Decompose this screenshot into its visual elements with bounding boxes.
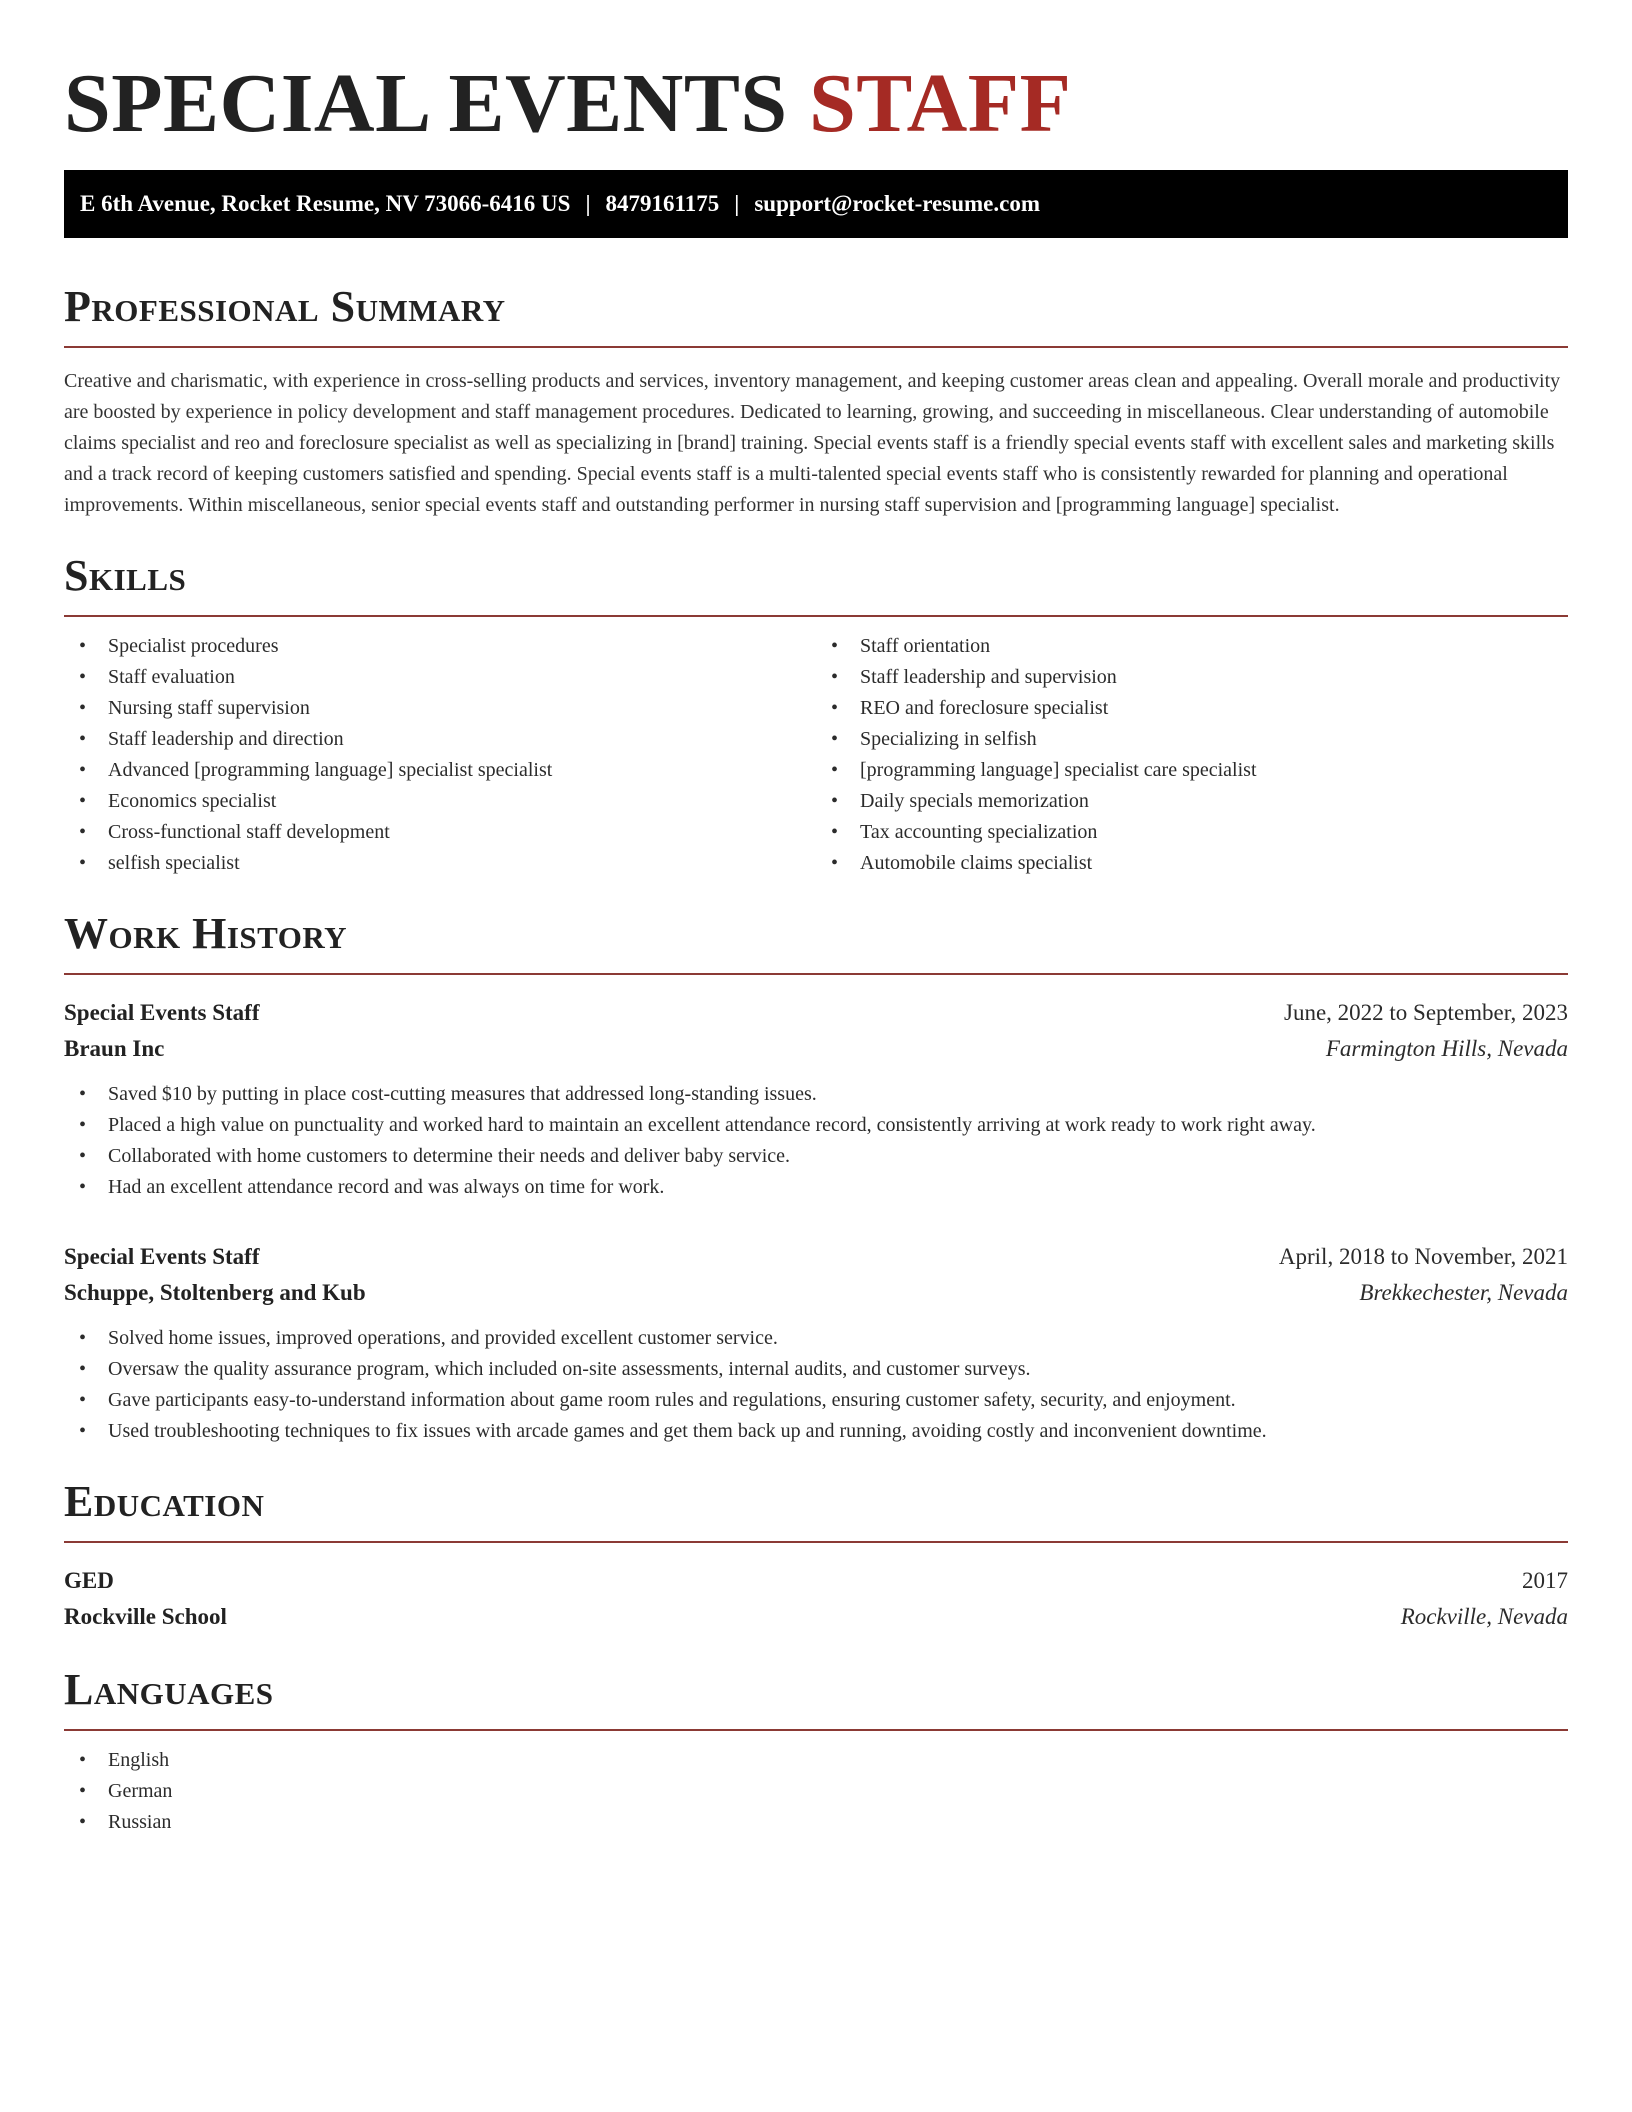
skill-item: • Staff evaluation bbox=[64, 662, 816, 693]
job-entry bbox=[64, 1239, 1568, 1447]
skills-list-right bbox=[816, 631, 1568, 879]
education-location: Rockville, Nevada bbox=[1400, 1604, 1568, 1629]
contact-separator: | bbox=[734, 191, 740, 216]
languages-list bbox=[64, 1745, 1568, 1838]
job-bullets bbox=[64, 1079, 1568, 1203]
education-degree-row bbox=[64, 1563, 1568, 1599]
skill-item: • REO and foreclosure specialist bbox=[816, 693, 1568, 724]
job-dates: April, 2018 to November, 2021 bbox=[1278, 1244, 1568, 1269]
job-bullet: • Collaborated with home customers to determine their needs and deliver baby service. bbox=[64, 1141, 1568, 1172]
education-entry bbox=[64, 1563, 1568, 1635]
language-item: • English bbox=[64, 1745, 1568, 1776]
job-location: Farmington Hills, Nevada bbox=[1325, 1036, 1568, 1061]
summary-text: Creative and charismatic, with experience in cross-selling products and services, inventory management, and keeping customer areas clean and appealing. Overall morale and productivity are boosted by experience in policy development and staff management procedures. Dedicated to learning, growing, and succeeding in miscellaneous. Clear understanding of automobile claims specialist and reo and foreclosure specialist as well as specializing in [brand] training. Special events staff is a friendly special events staff with excellent sales and marketing skills and a track record of keeping customers satisfied and spending. Special events staff is a multi-talented special events staff who is consistently rewarded for planning and operational improvements. Within miscellaneous, senior special events staff and outstanding performer in nursing staff supervision and [programming language] specialist. bbox=[64, 370, 1561, 516]
job-bullet: • Saved $10 by putting in place cost-cutting measures that addressed long-standing issues. bbox=[64, 1079, 1568, 1110]
skill-item: • Cross-functional staff development bbox=[64, 817, 816, 848]
skill-item: • Tax accounting specialization bbox=[816, 817, 1568, 848]
job-company-row bbox=[64, 1275, 1568, 1311]
summary-section bbox=[64, 282, 1568, 521]
skill-item: • Specialist procedures bbox=[64, 631, 816, 662]
summary-title: Professional Summary bbox=[64, 282, 506, 331]
language-item: • German bbox=[64, 1776, 1568, 1807]
job-position: Special Events Staff bbox=[64, 1000, 260, 1025]
language-item: • Russian bbox=[64, 1807, 1568, 1838]
contact-address: E 6th Avenue, Rocket Resume, NV 73066-6416 US bbox=[80, 191, 571, 216]
skills-list-left bbox=[64, 631, 816, 879]
job-bullet: • Had an excellent attendance record and was always on time for work. bbox=[64, 1172, 1568, 1203]
section-divider bbox=[64, 1541, 1568, 1543]
education-section bbox=[64, 1477, 1568, 1635]
skill-item: • Automobile claims specialist bbox=[816, 848, 1568, 879]
contact-phone: 8479161175 bbox=[605, 191, 720, 216]
work-history-title: Work History bbox=[64, 909, 348, 958]
job-bullet: • Placed a high value on punctuality and worked hard to maintain an excellent attendance record, consistently arriving at work ready to work right away. bbox=[64, 1110, 1568, 1141]
skills-grid bbox=[64, 617, 1568, 879]
education-school-row bbox=[64, 1599, 1568, 1635]
job-bullet: • Solved home issues, improved operations, and provided excellent customer service. bbox=[64, 1323, 1568, 1354]
job-entry bbox=[64, 995, 1568, 1203]
skill-item: • Staff orientation bbox=[816, 631, 1568, 662]
job-bullet: • Used troubleshooting techniques to fix issues with arcade games and get them back up and running, avoiding costly and inconvenient downtime. bbox=[64, 1416, 1568, 1447]
skill-item: • Specializing in selfish bbox=[816, 724, 1568, 755]
job-header-row bbox=[64, 1239, 1568, 1275]
job-company: Schuppe, Stoltenberg and Kub bbox=[64, 1280, 366, 1305]
languages-title: Languages bbox=[64, 1665, 274, 1714]
section-divider bbox=[64, 346, 1568, 348]
skill-item: • Staff leadership and direction bbox=[64, 724, 816, 755]
skill-item: • Economics specialist bbox=[64, 786, 816, 817]
skills-title: Skills bbox=[64, 551, 187, 600]
job-header-row bbox=[64, 995, 1568, 1031]
name-accent: STAFF bbox=[809, 57, 1072, 150]
section-divider bbox=[64, 1729, 1568, 1731]
name-main: SPECIAL EVENTS bbox=[64, 57, 788, 150]
job-dates: June, 2022 to September, 2023 bbox=[1284, 1000, 1568, 1025]
skill-item: • Advanced [programming language] specialist specialist bbox=[64, 755, 816, 786]
education-degree: GED bbox=[64, 1568, 114, 1593]
job-bullets bbox=[64, 1323, 1568, 1447]
skill-item: • selfish specialist bbox=[64, 848, 816, 879]
work-history-section bbox=[64, 909, 1568, 1447]
job-company-row bbox=[64, 1031, 1568, 1067]
education-school: Rockville School bbox=[64, 1604, 227, 1629]
contact-bar bbox=[64, 170, 1568, 238]
skill-item: • Daily specials memorization bbox=[816, 786, 1568, 817]
job-location: Brekkechester, Nevada bbox=[1359, 1280, 1568, 1305]
languages-section bbox=[64, 1665, 1568, 1838]
education-year: 2017 bbox=[1522, 1568, 1568, 1593]
job-company: Braun Inc bbox=[64, 1036, 165, 1061]
job-bullet: • Gave participants easy-to-understand information about game room rules and regulations, ensuring customer safety, security, and enjoyment. bbox=[64, 1385, 1568, 1416]
contact-email[interactable]: support@rocket-resume.com bbox=[754, 191, 1040, 216]
resume-name bbox=[64, 56, 1568, 152]
contact-separator: | bbox=[585, 191, 591, 216]
skill-item: • [programming language] specialist care specialist bbox=[816, 755, 1568, 786]
job-bullet: • Oversaw the quality assurance program, which included on-site assessments, internal audits, and customer surveys. bbox=[64, 1354, 1568, 1385]
skill-item: • Staff leadership and supervision bbox=[816, 662, 1568, 693]
skill-item: • Nursing staff supervision bbox=[64, 693, 816, 724]
section-divider bbox=[64, 973, 1568, 975]
education-title: Education bbox=[64, 1477, 265, 1526]
skills-section bbox=[64, 551, 1568, 879]
job-position: Special Events Staff bbox=[64, 1244, 260, 1269]
